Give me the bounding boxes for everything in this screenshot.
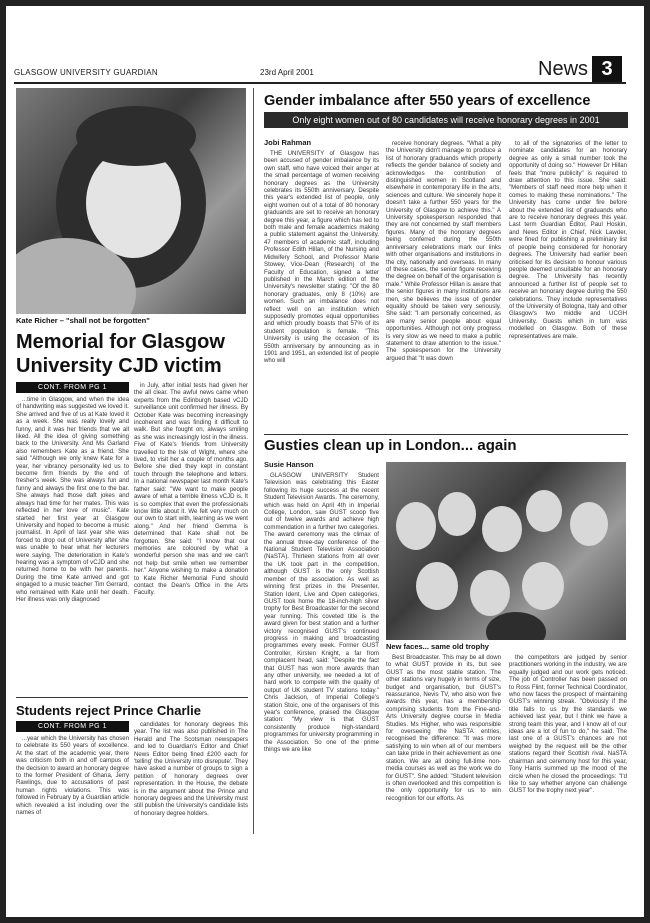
right-divider bbox=[264, 434, 628, 435]
cjd-body-col1: ...time in Glasgow, and when the idea of handwriting was suggested we loved it. She arrived and five of us at Kate loved it as a week. She was really lovely and funny, and it was her friends that we all liked. All the idea of giving something back to the University. And Ms Garland also remembers Kate as a friend. She said "Although we only knew Kate for a year, her vibrancy personality led us to become firm friends by the end of fresher's week. She was always fun and funny and always the first one to the bar. She always had those daft jokes and always had time for her mates. This was reflected in her love of music". Kate started her first year at Glasgow University and hoped to become a music journalist. In April of last year she was forced to drop out of University after she was unable to hear what her lecturers were saying. The deterioration in Kate's hearing was a symptom of vCJD and she returned home to be with her parents. During the time Kate arrived and got engaged to a music teacher Tim Gerrard, who remained with Kate until her death. Her illness was only diagnosed bbox=[16, 396, 129, 603]
charlie-body-col2: candidates for honorary degrees this year. The list was also published in The Herald and The Scotsman newspapers and led to Guardian's Editor and Chief News Editor being fined £200 each for 'telling' the University into disrepute'. They have asked a number of groups to sign a petition of honorary degrees over representation. In the House, the debate is in the argument about the Prince and honorary degrees and the University must still publish the University's candidate lists of honorary degree holders. bbox=[134, 721, 248, 817]
column-divider bbox=[253, 88, 254, 834]
gusties-body-col2: Best Broadcaster. This may be all down to what GUST provide in its, but see GUST as the most stable station. The other stations vary hugely in terms of size, budget and organisation, but GUST's reassurance, Nevis TV, who also won five awards this year, has a membership comprising students from the Fine-and-Arts University degree course in Media Studies. Ms Higher, who was responsible for overseeing the NaSTA entries, recognised the difference: "It was more satisfying to win when all of our members can take pride in their achievement as one station. We are all doing full-time non-media courses as well as the work we do for GUST". She added: "Student television is often overlooked and this competition is the only opportunity for us to win recognition for our efforts. As bbox=[386, 654, 501, 802]
cjd-headline: Memorial for Glasgow University CJD victim bbox=[16, 331, 225, 377]
gender-standfirst: Only eight women out of 80 candidates will receive honorary degrees in 2001 bbox=[264, 112, 628, 128]
photo-caption-gust: New faces... same old trophy bbox=[386, 642, 489, 651]
masthead-rule bbox=[14, 82, 626, 84]
gender-headline: Gender imbalance after 550 years of excellence bbox=[264, 93, 591, 109]
photo-caption-kate: Kate Richer – "shall not be forgotten" bbox=[16, 316, 150, 325]
gusties-headline: Gusties clean up in London... again bbox=[264, 437, 517, 454]
cjd-body-col2: in July, after initial tests had given her the all clear. The awful news came when experts from the Edinburgh based vCJD surveillance unit confirmed her illness. By October Kate was becoming increasingly incoherent and was finding it difficult to walk. But she fought on, always smiling as she was increasingly lost in the illness. Five of Kate's friends from University travelled to the Isle of Wight, where she lived, to visit her a couple of months ago. Before she died they kept in constant touch through the telephone and letters. In a national newspaper last month Kate's father said: "We want to make people aware of what a terrible illness vCJD is. It is so complex that even the professionals know little about it. We felt very much on our own to start with, learning as we went along." And her friend Gemma is determined that Kate shall not be forgotten. She said: "I know that our memories are coloured by what a wonderful person she was and we can't not help but smile when we remember her." Anyone wishing to make a donation to Kate Richer Memorial Fund should contact the Dean's Office in the Arts Faculty. bbox=[134, 382, 248, 597]
page-number: 3 bbox=[592, 56, 622, 83]
gusties-body-col3: the competitors are judged by senior practitioners working in the industry, we are equally judged and our work gets noticed. The job of Controller has been passed on to Ross Flint, former Technical Coordinator, who now faces the prospect of maintaining GUST's winning streak. "Obviously if the title falls to us by the standards we achieved last year, but I think we have a strong team this year, and I know all of our ideas are a lot of fun to do," he said. The last one of a GUST's chances are not weighed by the request will be the other stations regard their Scottish rival. NaSTA chairman and ceremony host for this year, Tony Harris summed up the mood of the circle when he closed the proceedings: "I'd like to say whether anyone can challenge GUST for the trophy next year". bbox=[509, 654, 627, 795]
gusties-byline: Susie Hanson bbox=[264, 460, 314, 469]
left-divider bbox=[16, 697, 248, 698]
gender-body-col1: THE UNIVERSITY of Glasgow has been accused of gender imbalance by its own staff, who have voiced their anger at the small percentage of women receiving honorary degrees as the University celebrates its 550th anniversary. Despite this year's extended list of people, only eight women out of a total of 80 honorary graduands are set to receive an honorary degree this year, a figure which has led to both male and female academics making a public statement against the University. 47 members of academic staff, including Professor Edith Hillan, of the Nursing and Midwifery School, and Professor Marie Stowey, Vice-Dean (Research) of the Faculty of Education, signed a letter published in the March edition of the University's newsletter stating: "Of the 80 honorary graduates, only 8 (10%) are women. Such an imbalance does not reflect well on an institution which supposedly promotes equal opportunities and which proudly boasts that 57% of its student population is female. "This University is using the occasion of its 550th anniversary by announcing as in 1901 and 1951, an extended list of people who will bbox=[264, 150, 379, 365]
gender-body-col3: to all of the signatories of the letter to nominate candidates for an honorary degree as only a small number took the opportunity of doing so." However Dr Hillan feels that "more publicity" is required to draw attention to this issue. She said: "Members of staff need more help when it comes to making these nominations." The University has come under fire before about the extended list of graduands who are to receive honorary degrees this year. Last term Guardian Editor, Paul Hoskin, and News Editor in Chief, Nick Lawder, were fined for publishing a preliminary list of people being considered for honorary degrees. The University had earlier been criticised for its decision to honour various people deemed unsuitable for an honorary degree. The University has recently announced a further list of people set to receive an honorary degree during the 550 celebrations. They include representatives of the University of Bologna, Italy and other Glasgow's two middle and UCGH University. Guests which in turn was modelled on Glasgow. Both of these representatives are male. bbox=[509, 140, 627, 340]
charlie-body-col1: ...year which the University has chosen to celebrate its 550 years of excellence. At the start of the academic year, there was criticism both in and off campus of the decision to award an honorary degree to the former President of Ghana, Jerry Rawlings, due to accusations of past human rights violations. This was followed in February by a Guardian article which revealed a list including over the names of bbox=[16, 735, 129, 817]
gender-body-col2: receive honorary degrees. "What a pity the University didn't manage to produce a list of honorary graduands which properly reflects the gender balance of society and acknowledges the contribution of distinguished women in Scotland and elsewhere in contemporary life in the arts, sciences and culture. We sincerely hope it doesn't take a further 550 years for the University of Glasgow to achieve this." A University spokesperson responded that they are not concerned by staff members figures. Many of the honorary degrees being conferred during the 550th anniversary celebrations mark our links with other organisations and institutions in the city, nationally and overseas. In many of these cases, the senior figure receiving the degree on behalf of the organisation is male." While Professor Hillan is aware that the senior figures in many institutions are men, she believes the issue of gender equality should be taken very seriously. She said: "I am personally concerned, as are many senior people about equal opportunities. Although not only progress is very slow as we need to make a public statement to draw attention to the issue." The spokesperson for the University argued that "It was down bbox=[386, 140, 501, 362]
publication-name: GLASGOW UNIVERSITY GUARDIAN bbox=[14, 68, 158, 77]
issue-date: 23rd April 2001 bbox=[260, 68, 314, 77]
gust-team-photo bbox=[386, 462, 626, 640]
charlie-continued-tag: CONT. FROM PG 1 bbox=[16, 721, 129, 732]
cjd-continued-tag: CONT. FROM PG 1 bbox=[16, 382, 129, 393]
kate-richer-photo bbox=[16, 88, 246, 314]
charlie-headline: Students reject Prince Charlie bbox=[16, 703, 201, 718]
masthead bbox=[14, 60, 626, 84]
gender-byline: Jobi Rahman bbox=[264, 138, 312, 147]
section-title: News bbox=[538, 58, 589, 80]
gusties-body-col1: GLASGOW UNIVERSITY Student Television was celebrating this Easter following its huge success at the recent Student Television Awards. The ceremony, which was held on April 4th in Imperial College, London, saw GUST scoop five out of twelve awards and achieve high commendation in a further two categories. The award ceremony was the climax of the annual three-day conference of the National Student Television Association (NaSTA). Thirteen stations from all over the UK took part in the competition, although GUST is the only Scottish member of the association. As well as winning first prizes in the Presenter, Station Ident, Live and Open categories, GUST took home the 18-inch-high silver trophy for Best Broadcaster for the second year running. This coveted title is the award given for best station and a further victory recognised GUST's continued progress in making and broadcasting programmes every week. Former GUST Controller, Kirsten Knight, a far from complacent head, said: "Despite the fact that GUST has won more awards than any other university, we needed a lot of hard work to compete with the quality of output of UK student TV stations today." Chris Jackson, of Imperial College's station Stoic, one of the organisers of this year's conference, praised the Glasgow station: "My view is that GUST consistently produce high-standard programmes for university programming in the Association. So one of the prime things we are like bbox=[264, 472, 379, 754]
